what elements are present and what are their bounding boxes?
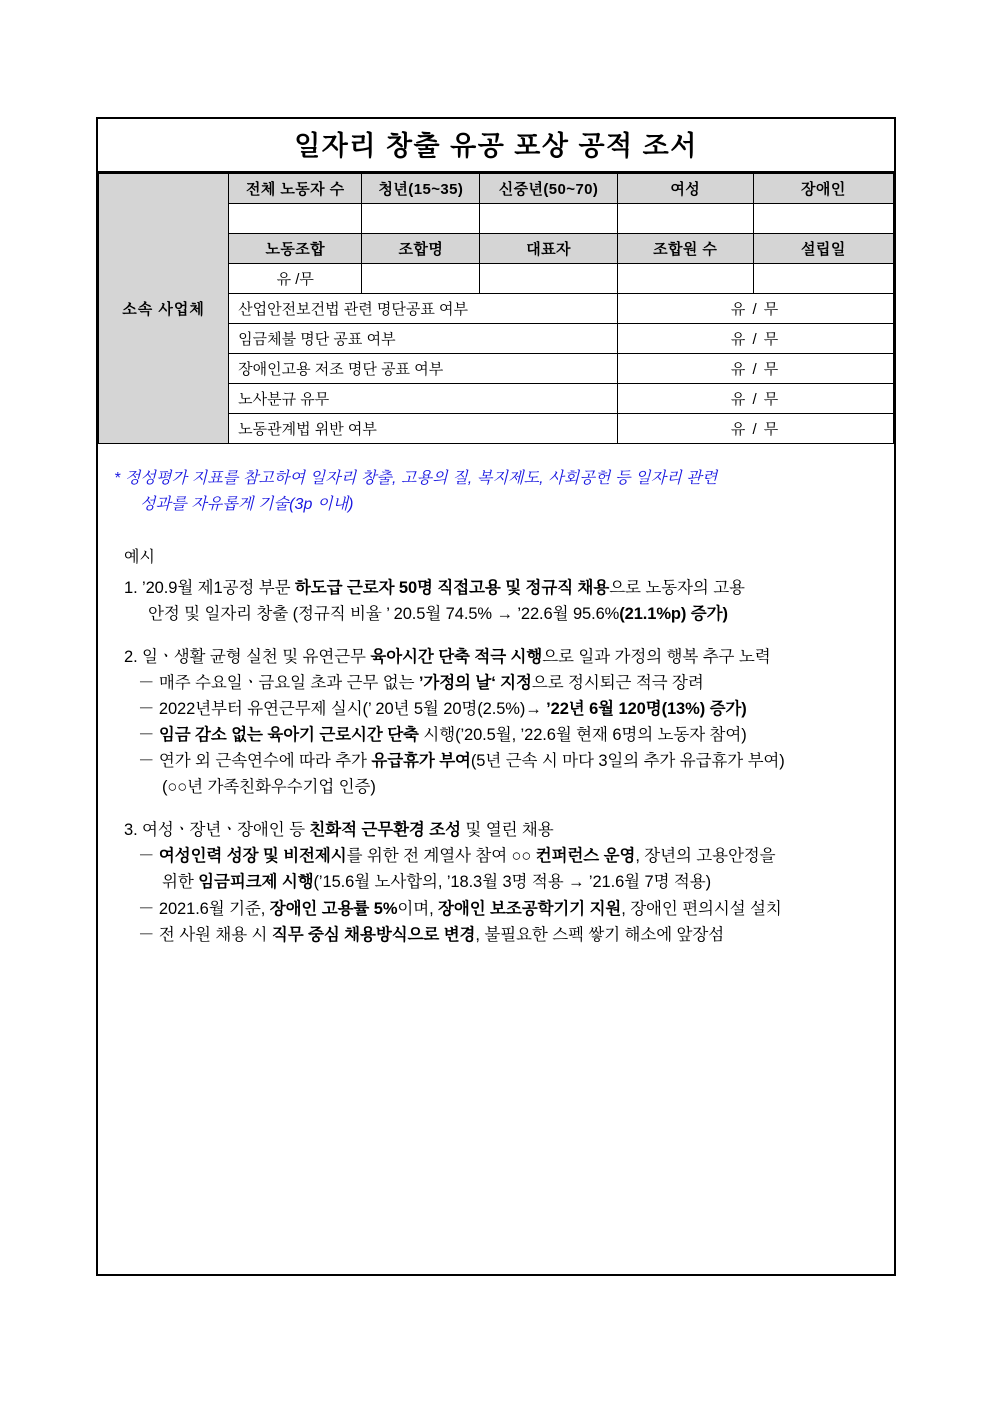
item-2-line-6: (○○년 가족친화우수기업 인증)	[162, 778, 376, 797]
header-union-members: 조합원 수	[617, 234, 753, 264]
value-union-name[interactable]	[362, 264, 480, 294]
item-2-line-4: － 임금 감소 없는 육아기 근로시간 단축 시행(’20.5월, ’22.6월 현재 6명의 노동자 참여)	[138, 726, 747, 745]
header-establish-date: 설립일	[753, 234, 893, 264]
value-disabled[interactable]	[753, 204, 893, 234]
header-union-name: 조합명	[362, 234, 480, 264]
achievement-item-2	[114, 644, 874, 800]
header-total-workers: 전체 노동자 수	[229, 174, 362, 204]
value-establish-date[interactable]	[753, 264, 893, 294]
company-info-table	[98, 173, 894, 444]
value-youth[interactable]	[362, 204, 480, 234]
instruction-note-line1: * 정성평가 지표를 참고하여 일자리 창출, 고용의 질, 복지제도, 사회공헌 등 일자리 관련	[114, 470, 718, 487]
value-middle-aged[interactable]	[480, 204, 617, 234]
header-disabled: 장애인	[753, 174, 893, 204]
item-1-line-2: 안정 및 일자리 창출 (정규직 비율 ’ 20.5월 74.5% → ’22.6월 95.6%(21.1%p) 증가)	[148, 604, 728, 623]
instruction-note-line2: 성과를 자유롭게 기술(3p 이내)	[140, 495, 354, 513]
check-label-labor-dispute: 노사분규 유무	[229, 384, 617, 414]
value-labor-union[interactable]: 유 /무	[229, 264, 362, 294]
check-value-industrial-safety[interactable]: 유 / 무	[617, 294, 893, 324]
header-labor-union: 노동조합	[229, 234, 362, 264]
item-3-line-1: 3. 여성ㆍ장년ㆍ장애인 등 친화적 근무환경 조성 및 열린 채용	[124, 821, 554, 840]
page-title: 일자리 창출 유공 포상 공적 조서	[98, 119, 894, 173]
document-page	[96, 117, 896, 1276]
achievement-item-3	[114, 817, 874, 947]
header-middle-aged: 신중년(50~70)	[480, 174, 617, 204]
item-2-line-2: － 매주 수요일ㆍ금요일 초과 근무 없는 ’가정의 날‘ 지정으로 정시퇴근 적극 장려	[138, 674, 704, 692]
value-representative[interactable]	[480, 264, 617, 294]
check-value-disabled-employment[interactable]: 유 / 무	[617, 354, 893, 384]
check-value-labor-dispute[interactable]: 유 / 무	[617, 384, 893, 414]
check-label-disabled-employment: 장애인고용 저조 명단 공표 여부	[229, 354, 617, 384]
item-2-line-1: 2. 일ㆍ생활 균형 실천 및 유연근무 육아시간 단축 적극 시행으로 일과 가정의 행복 추구 노력	[124, 647, 771, 666]
item-3-line-4: － 2021.6월 기준, 장애인 고용률 5%이며, 장애인 보조공학기기 지원, 장애인 편의시설 설치	[138, 899, 782, 918]
check-label-labor-law-violation: 노동관계법 위반 여부	[229, 414, 617, 444]
header-youth: 청년(15~35)	[362, 174, 480, 204]
value-total-workers[interactable]	[229, 204, 362, 234]
item-3-line-2: － 여성인력 성장 및 비전제시를 위한 전 계열사 참여 ○○ 컨퍼런스 운영, 장년의 고용안정을	[138, 847, 776, 866]
value-female[interactable]	[617, 204, 753, 234]
item-2-line-3: － 2022년부터 유연근무제 실시(’ 20년 5월 20명(2.5%)→ ’22년 6월 120명(13%) 증가)	[138, 700, 747, 719]
instruction-note	[114, 466, 874, 518]
value-union-members[interactable]	[617, 264, 753, 294]
item-1-line-1: 1. ’20.9월 제1공정 부문 하도급 근로자 50명 직접고용 및 정규직 채용으로 노동자의 고용	[124, 578, 745, 597]
table-row-headers-1	[99, 174, 894, 204]
item-3-line-3: 위한 임금피크제 시행(’15.6월 노사합의, ’18.3월 3명 적용 → ’21.6월 7명 적용)	[162, 873, 711, 892]
achievement-item-1	[114, 575, 874, 627]
header-representative: 대표자	[480, 234, 617, 264]
header-female: 여성	[617, 174, 753, 204]
achievement-body	[98, 444, 894, 948]
side-label-company: 소속 사업체	[99, 174, 229, 444]
check-label-wage-arrears: 임금체불 명단 공표 여부	[229, 324, 617, 354]
check-label-industrial-safety: 산업안전보건법 관련 명단공표 여부	[229, 294, 617, 324]
item-2-line-5: － 연가 외 근속연수에 따라 추가 유급휴가 부여(5년 근속 시 마다 3일의 추가 유급휴가 부여)	[138, 752, 785, 771]
item-3-line-5: － 전 사원 채용 시 직무 중심 채용방식으로 변경, 불필요한 스펙 쌓기 해소에 앞장섬	[138, 925, 725, 944]
check-value-wage-arrears[interactable]: 유 / 무	[617, 324, 893, 354]
example-label: 예시	[124, 548, 155, 566]
check-value-labor-law-violation[interactable]: 유 / 무	[617, 414, 893, 444]
